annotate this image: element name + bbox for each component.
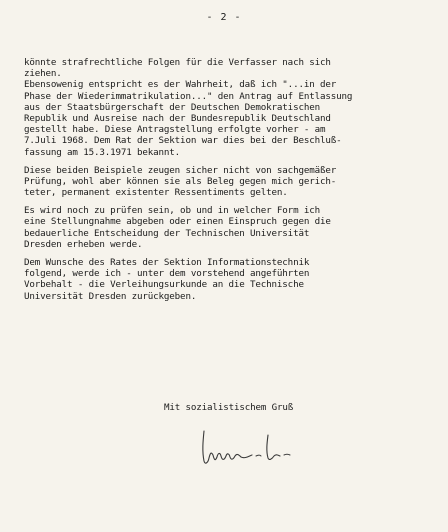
text-line: Vorbehalt - die Verleihungsurkunde an die Technische bbox=[24, 279, 304, 291]
letter-body bbox=[24, 57, 436, 309]
page-number: - 2 - bbox=[206, 12, 242, 23]
text-line: bedauerliche Entscheidung der Technischen Universität bbox=[24, 227, 310, 239]
text-line: könnte strafrechtliche Folgen für die Verfasser nach sich bbox=[24, 57, 331, 68]
text-line: fassung am 15.3.1971 bekannt. bbox=[24, 146, 181, 158]
text-line: gestellt habe. Diese Antragstellung erfolgte vorher - am bbox=[24, 124, 326, 136]
paragraph-2 bbox=[24, 165, 436, 199]
text-line: 7.Juli 1968. Dem Rat der Sektion war dies bei der Beschluß- bbox=[24, 135, 342, 147]
text-line: ziehen. bbox=[24, 68, 62, 80]
text-line: Diese beiden Beispiele zeugen sicher nicht von sachgemäßer bbox=[24, 164, 337, 176]
paragraph-4 bbox=[24, 257, 436, 302]
text-line: eine Stellungnahme abgeben oder einen Einspruch gegen die bbox=[24, 216, 331, 228]
paragraph-1 bbox=[24, 57, 436, 158]
closing-salutation: Mit sozialistischem Gruß bbox=[164, 402, 294, 413]
paragraph-3 bbox=[24, 205, 436, 250]
text-line: aus der Staatsbürgerschaft der Deutschen Demokratischen bbox=[24, 101, 320, 113]
text-line: Phase der Wiederimmatrikulation..." den Antrag auf Entlassung bbox=[24, 90, 353, 102]
text-line: folgend, werde ich - unter dem vorstehend angeführten bbox=[24, 268, 310, 280]
text-line: Dem Wunsche des Rates der Sektion Informationstechnik bbox=[24, 257, 310, 268]
handwritten-signature-icon bbox=[196, 425, 306, 469]
text-line: Ebensowenig entspricht es der Wahrheit, daß ich "...in der bbox=[24, 79, 337, 91]
text-line: Prüfung, wohl aber können sie als Beleg gegen mich gerich- bbox=[24, 175, 337, 187]
text-line: Dresden erheben werde. bbox=[24, 238, 143, 250]
text-line: teter, permanent existenter Ressentiments gelten. bbox=[24, 187, 288, 199]
text-line: Es wird noch zu prüfen sein, ob und in welcher Form ich bbox=[24, 205, 320, 217]
text-line: Republik und Ausreise nach der Bundesrepublik Deutschland bbox=[24, 112, 331, 124]
text-line: Universität Dresden zurückgeben. bbox=[24, 290, 197, 302]
